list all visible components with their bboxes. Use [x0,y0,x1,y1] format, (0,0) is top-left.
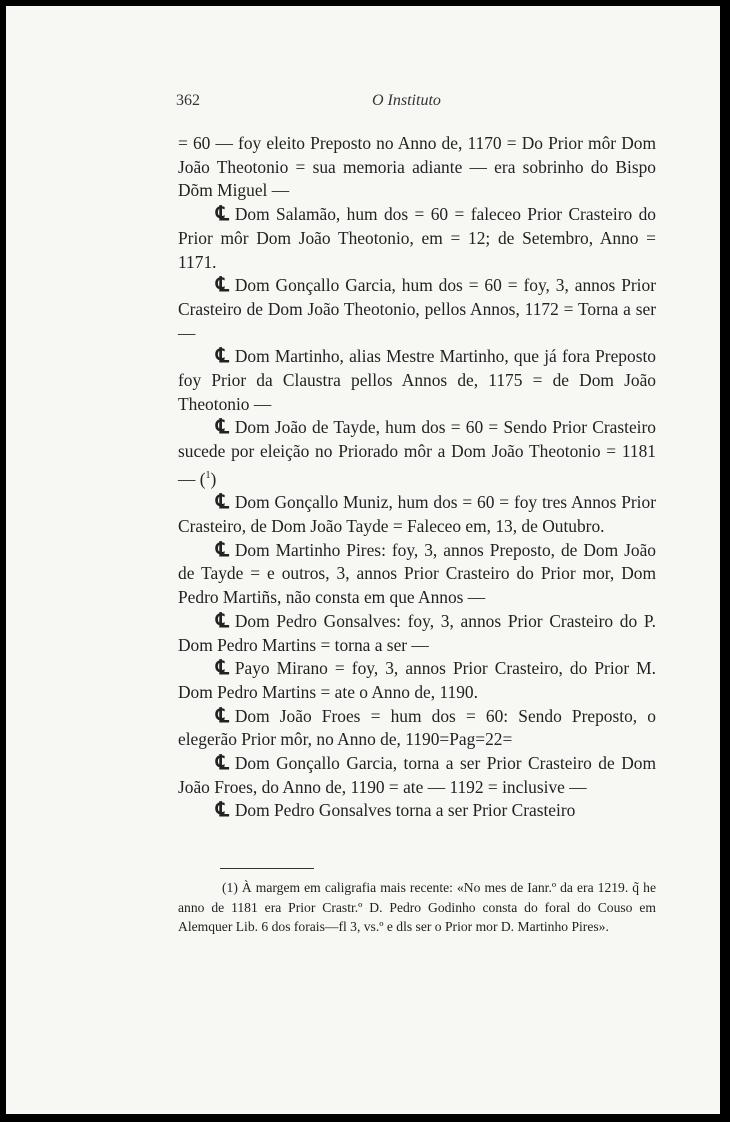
pilcrow-icon: ℄ [216,345,229,368]
pilcrow-icon: ℄ [216,203,229,226]
paragraph: ℄ Dom João de Tayde, hum dos = 60 = Sendo Prior Crasteiro sucede por eleição no Priorado môr a Dom João Theotonio = 1181 — ($^1$) [178,416,656,489]
pilcrow-icon: ℄ [216,799,229,822]
paragraph: ℄ Dom Martinho, alias Mestre Martinho, que já fora Preposto foy Prior da Claustra pellos Annos de, 1175 = de Dom João Theotonio — [178,345,656,414]
paragraph: ℄ Dom Salamão, hum dos = 60 = faleceo Prior Crasteiro do Prior môr Dom João Theotonio, em = 12; de Setembro, Anno = 1171. [178,203,656,272]
paragraph: ℄ Dom João Froes = hum dos = 60: Sendo Preposto, o elegerão Prior môr, no Anno de, 1190=Pag=22= [178,704,656,750]
book-page [6,6,720,1114]
pilcrow-icon: ℄ [216,704,229,727]
pilcrow-icon: ℄ [216,538,229,561]
footnote-divider [220,868,314,869]
pilcrow-icon: ℄ [216,609,229,632]
pilcrow-icon: ℄ [216,752,229,775]
footnote-reference: 1 [205,469,211,481]
pilcrow-icon: ℄ [216,274,229,297]
paragraph: ℄ Dom Gonçallo Garcia, hum dos = 60 = foy, 3, annos Prior Crasteiro de Dom João Theotonio, pellos Annos, 1172 = Torna a ser — [178,274,656,343]
pilcrow-icon: ℄ [216,657,229,680]
paragraph: ℄ Dom Pedro Gonsalves: foy, 3, annos Prior Crasteiro do P. Dom Pedro Martins = torna a ser — [178,609,656,655]
paragraph: ℄ Dom Gonçallo Garcia, torna a ser Prior Crasteiro de Dom João Froes, do Anno de, 1190 = ate — 1192 = inclusive — [178,752,656,797]
running-title: O Instituto [372,92,441,109]
footnote-text: À margem em caligrafia mais recente: «No mes de Ianr.º da era 1219. q̃ he anno de 1181 era Prior Crastr.º D. Pedro Godinho consta do foral do Couso em Alemquer Lib. 6 dos forais—fl 3, vs.º e dls ser o Prior mor D. Martinho Pires». [178,880,656,934]
footnote-marker: (1) [222,880,238,895]
main-text [178,132,656,823]
paragraph: ℄ Payo Mirano = foy, 3, annos Prior Crasteiro, do Prior M. Dom Pedro Martins = ate o Anno de, 1190. [178,657,656,702]
pilcrow-icon: ℄ [216,491,229,514]
page-header [6,92,720,114]
paragraph: = 60 — foy eleito Preposto no Anno de, 1170 = Do Prior môr Dom João Theotonio = sua memoria adiante — era sobrinho do Bispo Dõm Miguel — [178,133,656,201]
footnote [178,878,656,937]
paragraph: ℄ Dom Pedro Gonsalves torna a ser Prior Crasteiro [216,799,576,822]
paragraph: ℄ Dom Martinho Pires: foy, 3, annos Preposto, de Dom João de Tayde = e outros, 3, annos Prior Crasteiro do Prior mor, Dom Pedro Martiñs, não consta em que Annos — [178,538,656,608]
pilcrow-icon: ℄ [216,416,229,439]
page-number: 362 [176,92,200,109]
paragraph: ℄ Dom Gonçallo Muniz, hum dos = 60 = foy tres Annos Prior Crasteiro, de Dom João Tayde = Faleceo em, 13, de Outubro. [178,491,656,537]
